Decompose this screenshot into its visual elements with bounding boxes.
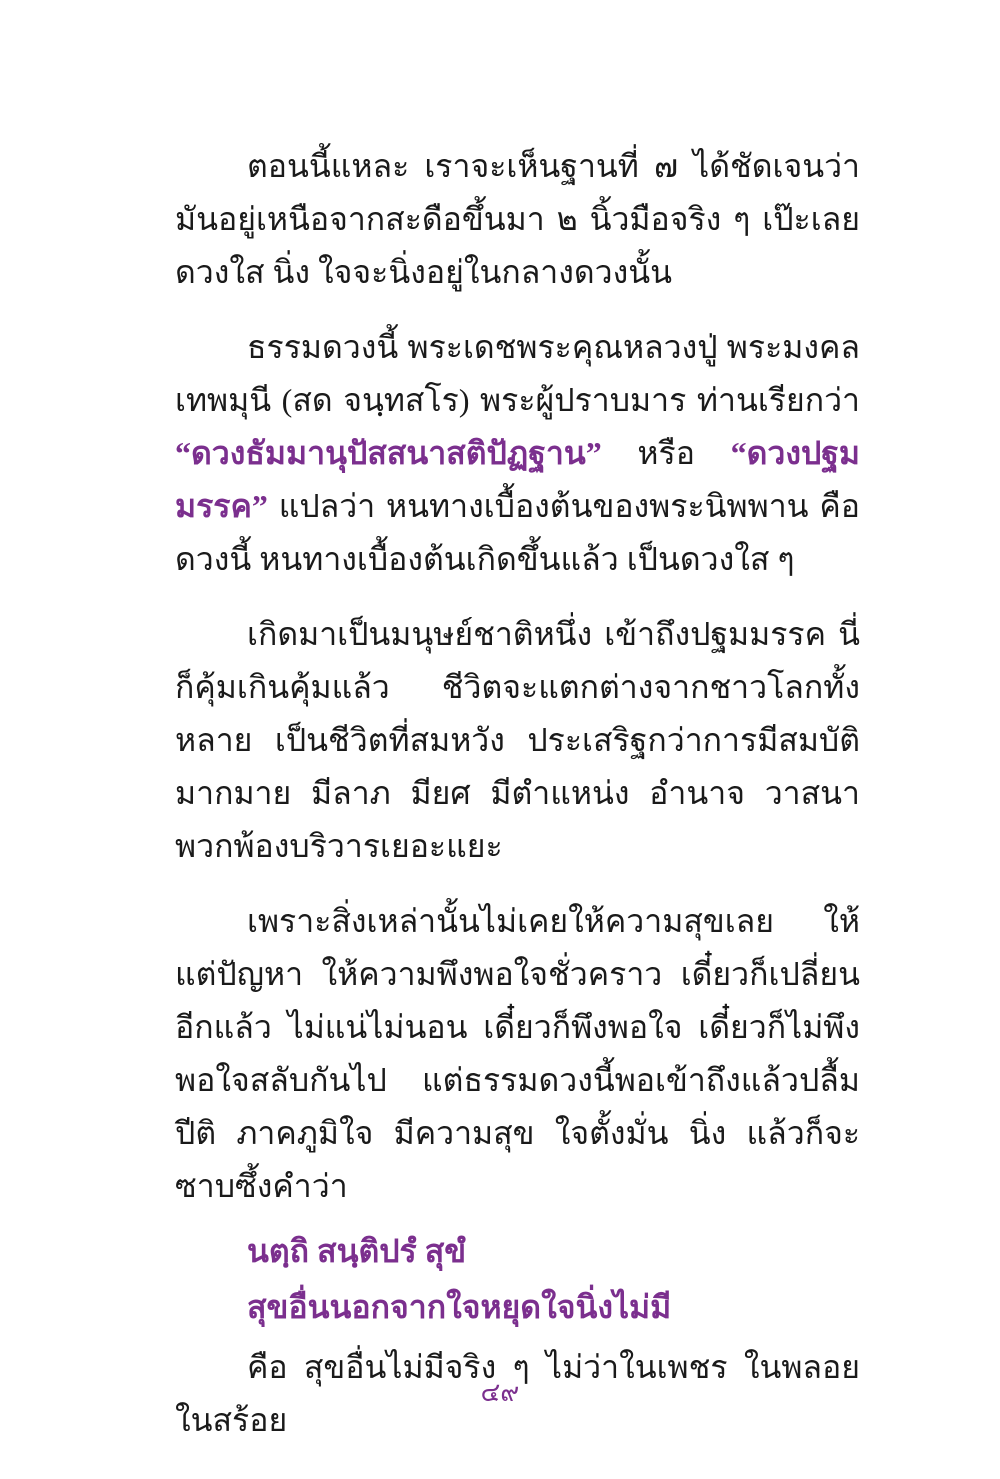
paragraph-4: เพราะสิ่งเหล่านั้นไม่เคยให้ความสุขเลย ให้แต่ปัญหา ให้ความพึงพอใจชั่วคราว เดี๋ยวก็เปลี่ยนอีกแล้ว ไม่แน่ไม่นอน เดี๋ยวก็พึงพอใจ เดี๋ยวก็ไม่พึงพอใจสลับกันไป แต่ธรรมดวงนี้พอเข้าถึงแล้วปลื้มปีติ ภาคภูมิใจ มีความสุข ใจตั้งมั่น นิ่ง แล้วก็จะซาบซึ้งคำว่า [175,903,860,1204]
paragraph-2-text-b: หรือ [601,435,731,471]
paragraph-5: คือ สุขอื่นไม่มีจริง ๆ ไม่ว่าในเพชร ในพลอย ในสร้อย [175,1349,860,1438]
page-number: ๔๙ [480,1378,520,1407]
pali-verse-line: นตฺถิ สนฺติปรํ สุขํ [247,1233,467,1269]
paragraph-2-text-c: แปลว่า หนทางเบื้องต้นของพระนิพพาน คือ ดวงนี้ หนทางเบื้องต้นเกิดขึ้นแล้ว เป็นดวงใส ๆ [175,488,860,577]
paragraph-1: ตอนนี้แหละ เราจะเห็นฐานที่ ๗ ได้ชัดเจนว่า มันอยู่เหนือจากสะดือขึ้นมา ๒ นิ้วมือจริง ๆ เป๊ะเลย ดวงใส นิ่ง ใจจะนิ่งอยู่ในกลางดวงนั้น [175,148,860,290]
paragraph-2-text-a: ธรรมดวงนี้ พระเดชพระคุณหลวงปู่ พระมงคลเทพมุนี (สด จนฺทสโร) พระผู้ปราบมาร ท่านเรียกว่า [175,329,860,418]
paragraph-2 [175,321,860,586]
page-body [175,140,860,1469]
pali-verse [175,1223,860,1335]
paragraph-3: เกิดมาเป็นมนุษย์ชาติหนึ่ง เข้าถึงปฐมมรรค นี่ก็คุ้มเกินคุ้มแล้ว ชีวิตจะแตกต่างจากชาวโลกทั้งหลาย เป็นชีวิตที่สมหวัง ประเสริฐกว่าการมีสมบัติมากมาย มีลาภ มียศ มีตำแหน่ง อำนาจ วาสนา พวกพ้องบริวารเยอะแยะ [175,616,860,864]
term-pathama-magga: “ดวงปฐมมรรค” [175,435,860,524]
pali-verse-translation: สุขอื่นนอกจากใจหยุดใจนิ่งไม่มี [247,1289,672,1325]
term-dhammanupassana: “ดวงธัมมานุปัสสนาสติปัฏฐาน” [175,435,602,471]
